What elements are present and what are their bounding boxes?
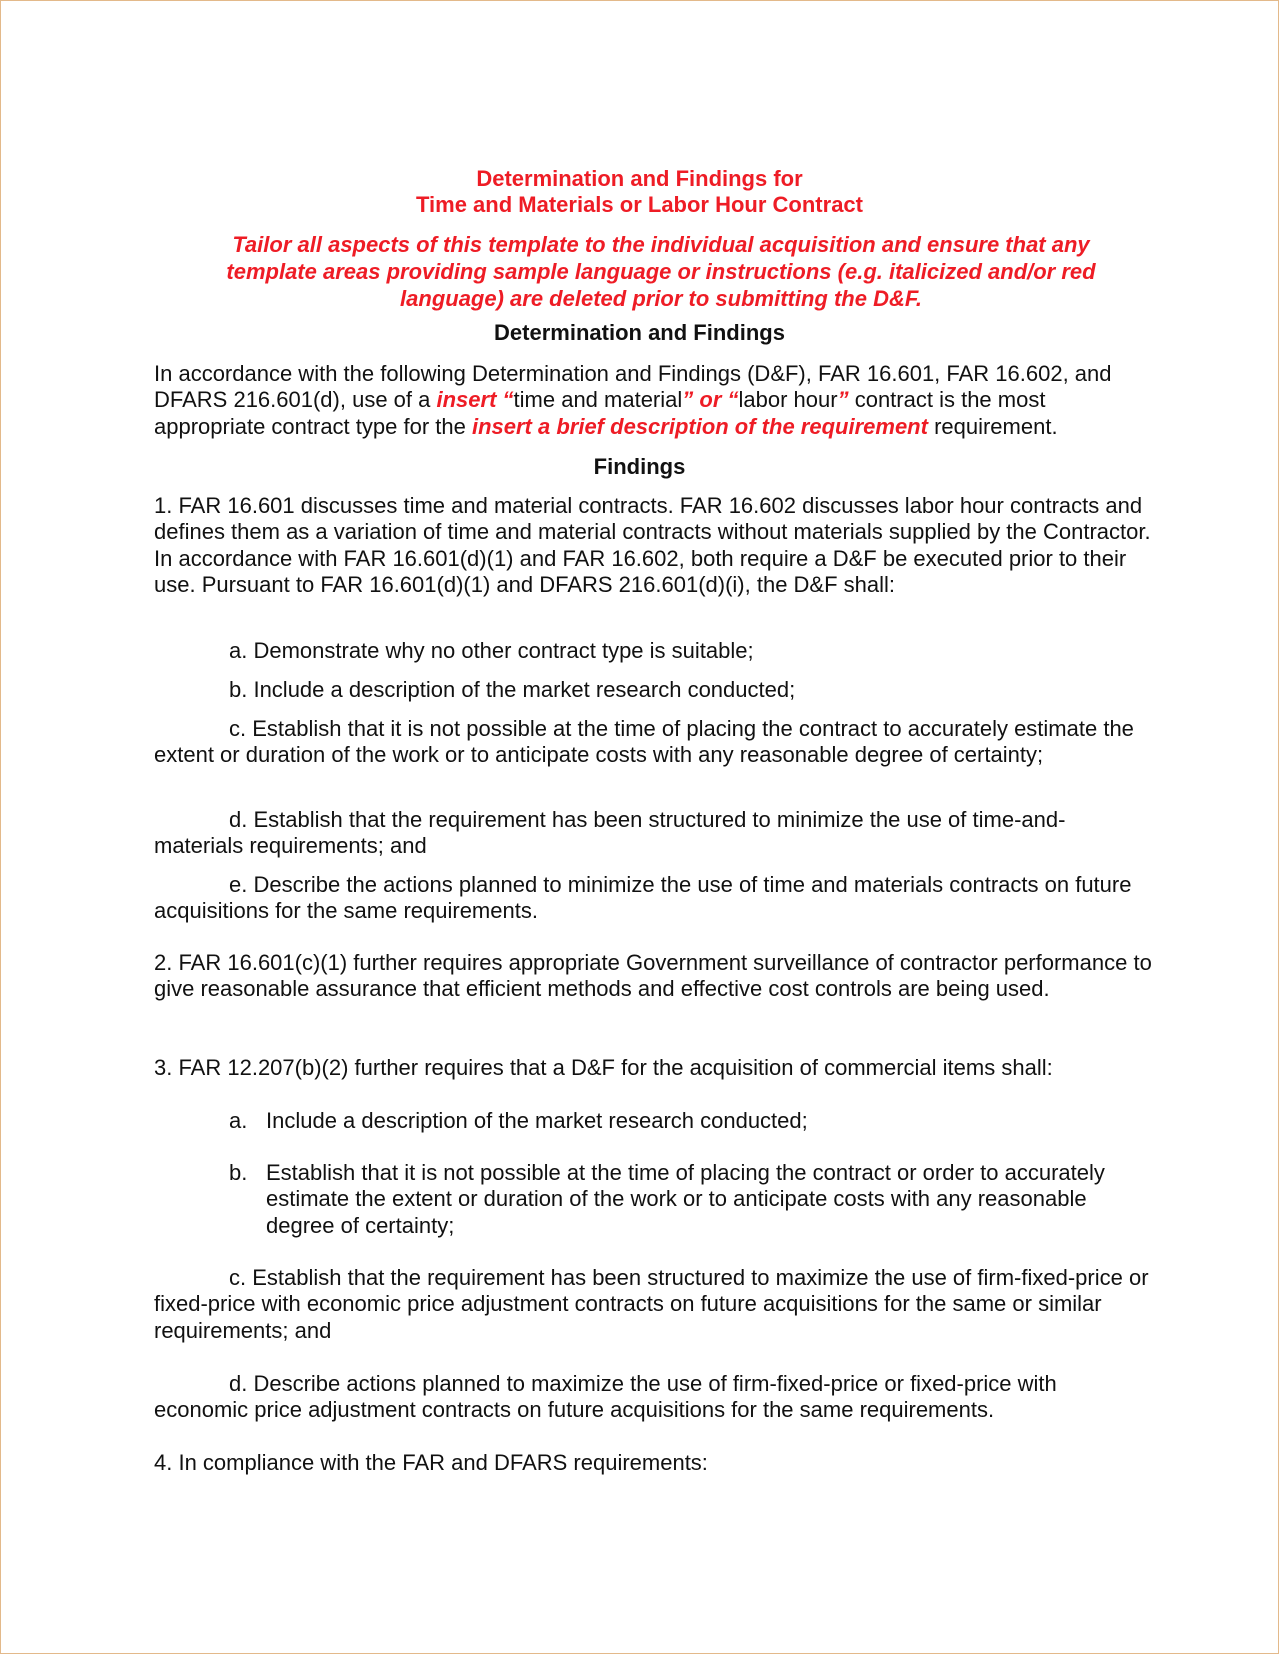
finding-1d: d. Establish that the requirement has been structured to minimize the use of time-and-materials requirements; and xyxy=(154,807,1066,859)
finding-4: 4. In compliance with the FAR and DFARS requirements: xyxy=(154,1450,708,1475)
determination-paragraph xyxy=(154,361,1154,440)
finding-3b-text: Establish that it is not possible at the time of placing the contract or order to accurately estimate the extent or duration of the work or to anticipate costs with any reasonable degree of certainty; xyxy=(266,1160,1105,1238)
insert-placeholder-2: insert a brief description of the requirement xyxy=(471,413,928,439)
finding-1c: c. Establish that it is not possible at the time of placing the contract to accurately estimate the extent or duration of the work or to anticipate costs with any reasonable degree of certainty; xyxy=(154,716,1134,768)
finding-3a-text: Include a description of the market research conducted; xyxy=(266,1108,808,1133)
determination-text-2: contract is the most appropriate contract type for the xyxy=(154,387,1046,439)
labor-hour-option: labor hour xyxy=(738,387,838,413)
finding-1e: e. Describe the actions planned to minimize the use of time and materials contracts on future acquisitions for the same requirements. xyxy=(154,872,1132,924)
finding-3d: d. Describe actions planned to maximize the use of firm-fixed-price or fixed-price with economic price adjustment contracts on future acquisitions for the same requirements. xyxy=(154,1371,1057,1423)
determination-text-1: In accordance with the following Determination and Findings (D&F), FAR 16.601, FAR 16.602, and DFARS 216.601(d), use of a xyxy=(154,361,1112,413)
determination-heading: Determination and Findings xyxy=(494,320,785,345)
time-and-material-option: time and material xyxy=(513,387,683,413)
finding-3: 3. FAR 12.207(b)(2) further requires that a D&F for the acquisition of commercial items shall: xyxy=(154,1055,1053,1080)
determination-text-3: requirement. xyxy=(927,413,1058,439)
template-instruction: Tailor all aspects of this template to the individual acquisition and ensure that any template areas providing sample language or instructions (e.g. italicized and/or red language) are deleted prior to submitting the D&F. xyxy=(226,232,1096,311)
insert-placeholder-1: insert “ xyxy=(436,387,514,413)
finding-3b-label: b. xyxy=(229,1160,248,1185)
title-line-2: Time and Materials or Labor Hour Contract xyxy=(415,192,863,217)
title-line-1: Determination and Findings for xyxy=(476,166,803,191)
findings-heading: Findings xyxy=(593,454,686,479)
close-quote: ” xyxy=(837,387,849,413)
or-placeholder: ” or “ xyxy=(682,387,739,413)
finding-1b: b. Include a description of the market research conducted; xyxy=(229,677,796,702)
finding-3b xyxy=(229,1160,1159,1239)
finding-1: 1. FAR 16.601 discusses time and material contracts. FAR 16.602 discusses labor hour contracts and defines them as a variation of time and material contracts without materials supplied by the Contractor. In accordance with FAR 16.601(d)(1) and FAR 16.602, both require a D&F be executed prior to their use. Pursuant to FAR 16.601(d)(1) and DFARS 216.601(d)(i), the D&F shall: xyxy=(154,493,1151,597)
finding-3a xyxy=(229,1108,1159,1134)
document-title xyxy=(1,166,1278,218)
finding-1a: a. Demonstrate why no other contract type is suitable; xyxy=(229,638,754,663)
finding-3a-label: a. xyxy=(229,1108,248,1133)
finding-3c: c. Establish that the requirement has been structured to maximize the use of firm-fixed-price or fixed-price with economic price adjustment contracts on future acquisitions for the same or similar requirements; and xyxy=(154,1265,1149,1343)
finding-2: 2. FAR 16.601(c)(1) further requires appropriate Government surveillance of contractor performance to give reasonable assurance that efficient methods and effective cost controls are being used. xyxy=(154,950,1152,1002)
